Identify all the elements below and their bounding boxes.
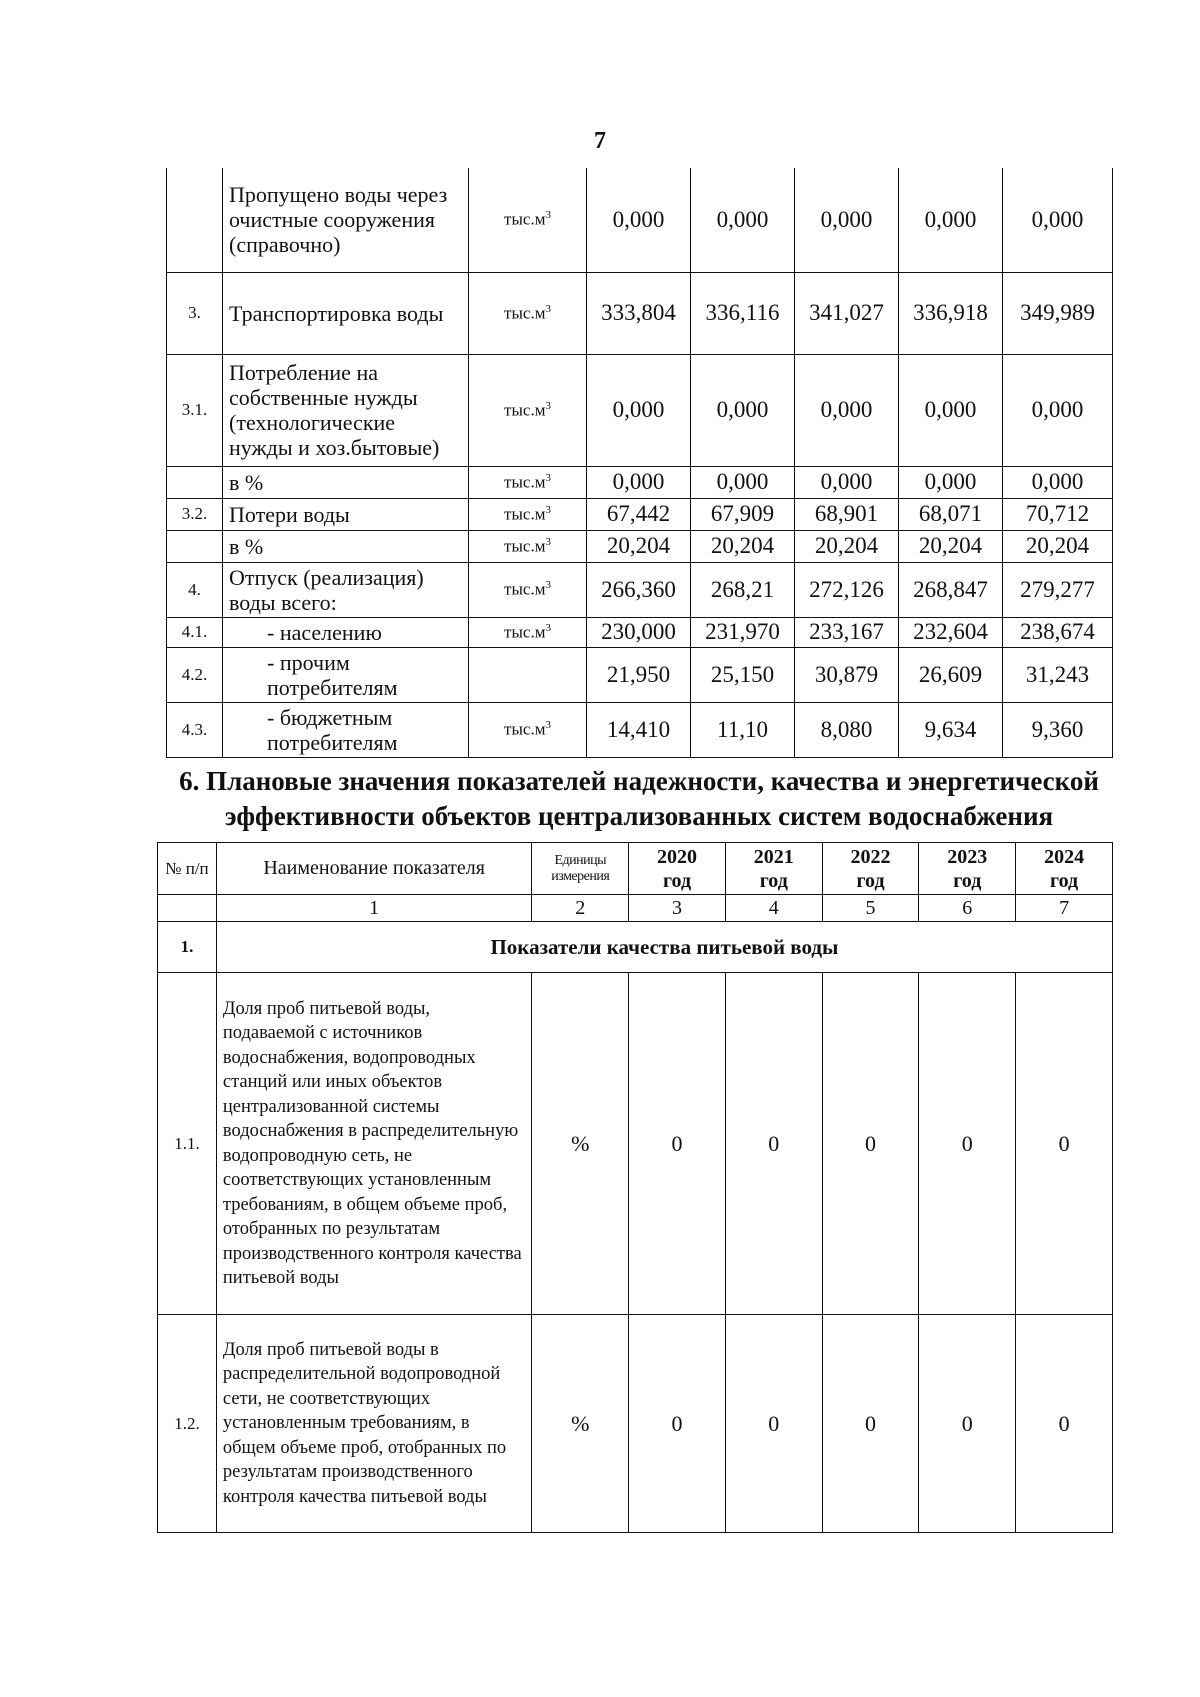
unit-text: тыс.м [504, 719, 546, 739]
row-unit [469, 702, 587, 757]
row-value: 70,712 [1003, 498, 1113, 530]
header-year-suffix: год [856, 869, 885, 892]
row-value: 0,000 [795, 168, 899, 272]
row-value: 0,000 [899, 168, 1003, 272]
row-value: 0,000 [795, 354, 899, 466]
value-2022: 0 [822, 973, 919, 1315]
table-row [167, 272, 1113, 354]
row-number: 3.1. [167, 354, 223, 466]
table-row [158, 1315, 1113, 1533]
row-value: 279,277 [1003, 562, 1113, 617]
header-year-2023 [919, 843, 1016, 895]
row-value: 0,000 [795, 466, 899, 498]
row-unit [469, 647, 587, 702]
row-number [167, 168, 223, 272]
section-row [158, 922, 1113, 973]
row-unit [469, 354, 587, 466]
unit-text: тыс.м [504, 210, 546, 230]
row-value: 0,000 [691, 354, 795, 466]
row-value: 20,204 [1003, 530, 1113, 562]
row-number: 3. [167, 272, 223, 354]
unit-superscript: 3 [545, 209, 551, 222]
indicators-header-row [158, 843, 1113, 895]
row-value: 230,000 [587, 617, 691, 647]
row-value: 268,21 [691, 562, 795, 617]
row-number [167, 530, 223, 562]
unit-text: тыс.м [504, 400, 546, 420]
header-year-value: 2023 [947, 845, 988, 868]
row-name: Потери воды [223, 498, 469, 530]
row-value: 333,804 [587, 272, 691, 354]
row-name: - бюджетным потребителям [223, 702, 469, 757]
row-unit [469, 530, 587, 562]
value-2022: 0 [822, 1315, 919, 1533]
header-year-suffix: год [1050, 869, 1079, 892]
row-value: 336,918 [899, 272, 1003, 354]
value-2023: 0 [919, 973, 1016, 1315]
header-year-2020 [629, 843, 726, 895]
row-value: 0,000 [691, 466, 795, 498]
unit-superscript: 3 [545, 535, 551, 548]
section-6-title-line1: 6. Плановые значения показателей надежности, качества и энергетической [179, 766, 1099, 796]
column-number: 5 [822, 895, 919, 922]
row-value: 31,243 [1003, 647, 1113, 702]
column-number: 3 [629, 895, 726, 922]
indicator-unit: % [532, 1315, 629, 1533]
value-2020: 0 [629, 973, 726, 1315]
row-value: 272,126 [795, 562, 899, 617]
row-value: 232,604 [899, 617, 1003, 647]
value-2023: 0 [919, 1315, 1016, 1533]
indicator-unit: % [532, 973, 629, 1315]
column-number-blank [158, 895, 217, 922]
row-value: 21,950 [587, 647, 691, 702]
unit-text: тыс.м [504, 622, 546, 642]
section-6-title-line2: эффективности объектов централизованных систем водоснабжения [224, 801, 1054, 831]
row-value: 68,071 [899, 498, 1003, 530]
row-value: 8,080 [795, 702, 899, 757]
column-numbers-row [158, 895, 1113, 922]
row-name: Пропущено воды через очистные сооружения (справочно) [223, 168, 469, 272]
row-value: 0,000 [1003, 466, 1113, 498]
row-value: 67,442 [587, 498, 691, 530]
row-value: 266,360 [587, 562, 691, 617]
value-2021: 0 [725, 973, 822, 1315]
row-value: 20,204 [587, 530, 691, 562]
row-value: 0,000 [1003, 168, 1113, 272]
header-year-suffix: год [662, 869, 692, 892]
row-value: 0,000 [691, 168, 795, 272]
row-name: Потребление на собственные нужды (технологические нужды и хоз.бытовые) [223, 354, 469, 466]
header-year-suffix: год [953, 869, 982, 892]
table-row [158, 973, 1113, 1315]
unit-text: тыс.м [504, 472, 546, 492]
row-value: 238,674 [1003, 617, 1113, 647]
unit-superscript: 3 [545, 579, 551, 592]
row-unit [469, 272, 587, 354]
header-year-value: 2022 [850, 845, 891, 868]
unit-text: тыс.м [504, 536, 546, 556]
row-value: 68,901 [795, 498, 899, 530]
row-value: 67,909 [691, 498, 795, 530]
unit-text: тыс.м [504, 303, 546, 323]
section-title: Показатели качества питьевой воды [216, 922, 1112, 973]
row-value: 231,970 [691, 617, 795, 647]
row-number: 4.2. [167, 647, 223, 702]
column-number: 1 [216, 895, 532, 922]
unit-superscript: 3 [545, 503, 551, 516]
row-name: в % [223, 466, 469, 498]
section-6-title [160, 764, 1118, 834]
table-row [167, 702, 1113, 757]
row-value: 336,116 [691, 272, 795, 354]
indicator-name: Доля проб питьевой воды, подаваемой с источников водоснабжения, водопроводных станций или иных объектов централизованной системы водоснабжения в распределительную водопроводную сеть, не соответствующих установленным требованиям, в общем объеме проб, отобранных по результатам производственного контроля качества питьевой воды [216, 973, 532, 1315]
row-unit [469, 498, 587, 530]
row-value: 9,360 [1003, 702, 1113, 757]
row-value: 0,000 [899, 466, 1003, 498]
water-balance-table [166, 168, 1113, 758]
row-unit [469, 466, 587, 498]
row-name: - населению [223, 617, 469, 647]
row-value: 233,167 [795, 617, 899, 647]
unit-superscript: 3 [545, 621, 551, 634]
row-value: 11,10 [691, 702, 795, 757]
table-row [167, 354, 1113, 466]
row-value: 20,204 [899, 530, 1003, 562]
value-2024: 0 [1016, 973, 1113, 1315]
header-number: № п/п [158, 843, 217, 895]
row-value: 341,027 [795, 272, 899, 354]
table-row [167, 647, 1113, 702]
value-2020: 0 [629, 1315, 726, 1533]
row-value: 0,000 [587, 168, 691, 272]
header-unit: Единицы измерения [532, 843, 629, 895]
header-name: Наименование показателя [216, 843, 532, 895]
column-number: 2 [532, 895, 629, 922]
row-value: 349,989 [1003, 272, 1113, 354]
unit-text: тыс.м [504, 579, 546, 599]
row-value: 14,410 [587, 702, 691, 757]
row-number: 3.2. [167, 498, 223, 530]
column-number: 4 [725, 895, 822, 922]
row-number: 1.1. [158, 973, 217, 1315]
row-number [167, 466, 223, 498]
row-value: 25,150 [691, 647, 795, 702]
row-name: Отпуск (реализация) воды всего: [223, 562, 469, 617]
table-row [167, 530, 1113, 562]
header-year-value: 2020 [657, 845, 698, 868]
header-year-2024 [1016, 843, 1113, 895]
page-number: 7 [594, 128, 606, 154]
table-row [167, 562, 1113, 617]
table-row [167, 498, 1113, 530]
unit-superscript: 3 [545, 302, 551, 315]
header-year-2021 [725, 843, 822, 895]
row-value: 0,000 [587, 354, 691, 466]
indicator-name: Доля проб питьевой воды в распределительной водопроводной сети, не соответствующих установленным требованиям, в общем объеме проб, отобранных по результатам производственного контроля качества питьевой воды [216, 1315, 532, 1533]
table-row [167, 466, 1113, 498]
row-value: 20,204 [795, 530, 899, 562]
row-value: 0,000 [1003, 354, 1113, 466]
row-value: 0,000 [587, 466, 691, 498]
header-year-value: 2021 [753, 845, 794, 868]
header-year-value: 2024 [1044, 845, 1085, 868]
row-value: 0,000 [899, 354, 1003, 466]
column-number: 7 [1016, 895, 1113, 922]
row-unit [469, 562, 587, 617]
row-value: 9,634 [899, 702, 1003, 757]
table-row [167, 617, 1113, 647]
row-unit [469, 617, 587, 647]
row-unit [469, 168, 587, 272]
unit-superscript: 3 [545, 399, 551, 412]
unit-superscript: 3 [545, 719, 551, 732]
row-number: 4. [167, 562, 223, 617]
row-value: 20,204 [691, 530, 795, 562]
unit-superscript: 3 [545, 471, 551, 484]
unit-text: тыс.м [504, 504, 546, 524]
row-value: 30,879 [795, 647, 899, 702]
row-name: - прочим потребителям [223, 647, 469, 702]
header-year-suffix: год [759, 869, 788, 892]
row-number: 4.3. [167, 702, 223, 757]
row-value: 268,847 [899, 562, 1003, 617]
row-name: Транспортировка воды [223, 272, 469, 354]
header-year-2022 [822, 843, 919, 895]
value-2024: 0 [1016, 1315, 1113, 1533]
row-value: 26,609 [899, 647, 1003, 702]
indicators-table [157, 842, 1113, 1533]
table-row [167, 168, 1113, 272]
column-number: 6 [919, 895, 1016, 922]
row-number: 4.1. [167, 617, 223, 647]
section-number: 1. [158, 922, 217, 973]
row-name: в % [223, 530, 469, 562]
value-2021: 0 [725, 1315, 822, 1533]
row-number: 1.2. [158, 1315, 217, 1533]
